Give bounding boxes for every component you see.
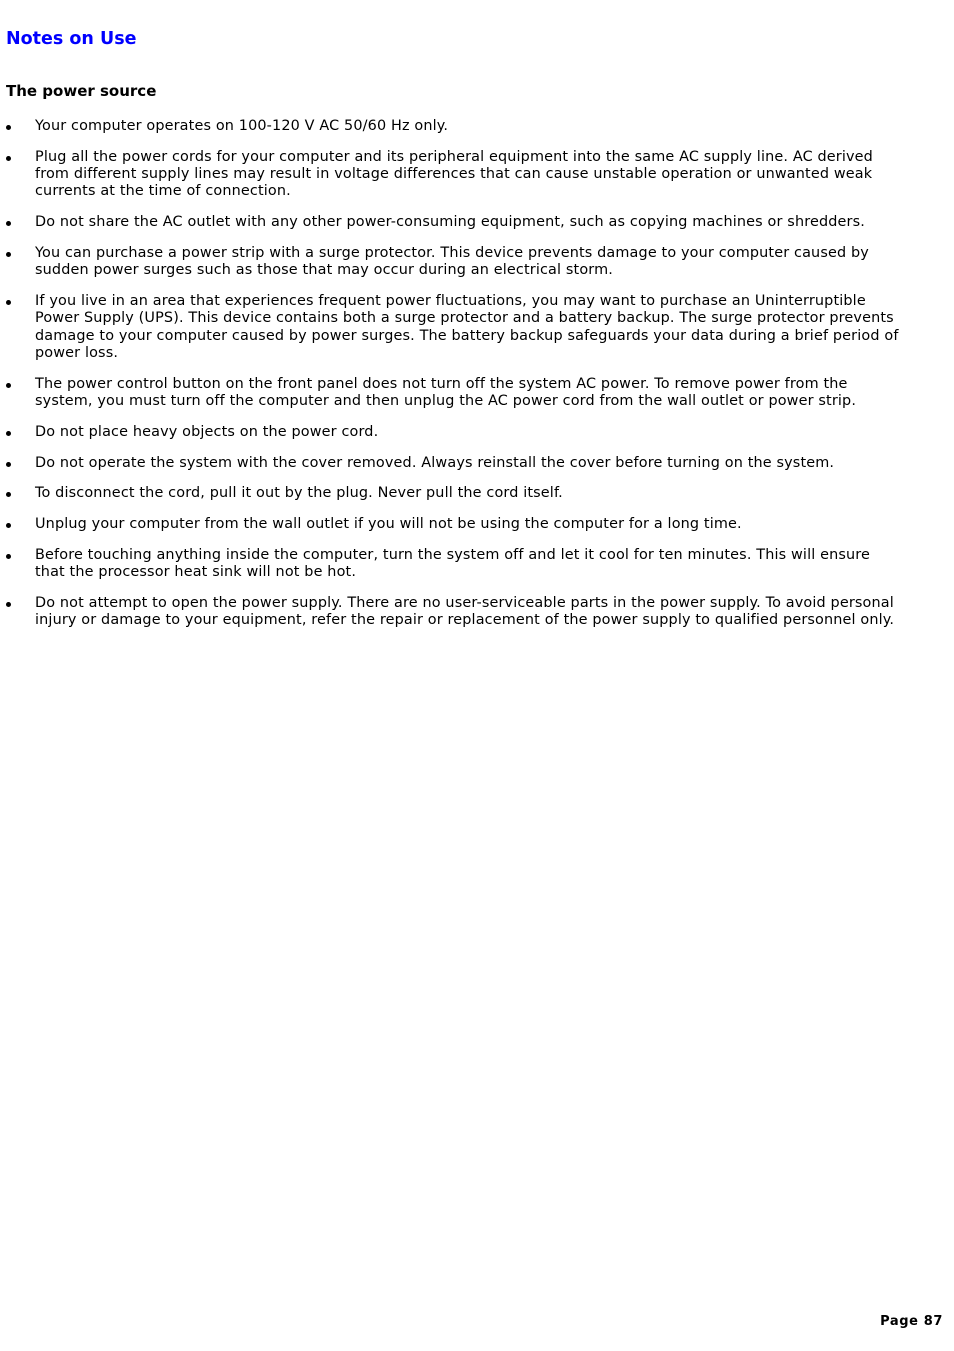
page-number: Page 87 xyxy=(880,1314,943,1329)
bullet-icon xyxy=(6,602,11,607)
bullet-icon xyxy=(6,125,11,130)
list-item xyxy=(0,455,954,472)
bullet-icon xyxy=(6,383,11,388)
list-item xyxy=(0,245,954,280)
list-item-text: Your computer operates on 100-120 V AC 50/60 Hz only. xyxy=(35,118,449,134)
list-item xyxy=(0,547,954,582)
power-source-notes-list xyxy=(0,118,954,643)
list-item xyxy=(0,595,954,630)
list-item-text: To disconnect the cord, pull it out by the plug. Never pull the cord itself. xyxy=(35,485,563,502)
list-item xyxy=(0,376,954,411)
bullet-icon xyxy=(6,554,11,559)
bullet-icon xyxy=(6,300,11,305)
list-item xyxy=(0,149,954,201)
list-item xyxy=(0,214,954,231)
list-item xyxy=(0,424,954,441)
list-item xyxy=(0,485,954,502)
bullet-icon xyxy=(6,221,11,226)
list-item-text: You can purchase a power strip with a surge protector. This device prevents damage to your computer caused by sudden power surges such as those that may occur during an electrical storm. xyxy=(35,244,869,279)
list-item-text: Do not share the AC outlet with any other power-consuming equipment, such as copying machines or shredders. xyxy=(35,214,865,231)
list-item-text: Do not attempt to open the power supply. There are no user-serviceable parts in the power supply. To avoid personal injury or damage to your equipment, refer the repair or replacement of the power supply to qualified personnel only. xyxy=(35,595,895,629)
list-item xyxy=(0,516,954,533)
list-item-text: Plug all the power cords for your computer and its peripheral equipment into the same AC supply line. AC derived from different supply lines may result in voltage differences that can cause unstable operation or unwanted weak currents at the time of connection. xyxy=(35,148,873,200)
section-heading: The power source xyxy=(6,82,157,100)
list-item-text: The power control button on the front panel does not turn off the system AC power. To remove power from the system, you must turn off the computer and then unplug the AC power cord from the wall outlet or power strip. xyxy=(35,375,857,410)
list-item xyxy=(0,118,954,135)
page-title: Notes on Use xyxy=(6,29,137,49)
list-item-text: Before touching anything inside the computer, turn the system off and let it cool for ten minutes. This will ensure that the processor heat sink will not be hot. xyxy=(35,547,871,581)
bullet-icon xyxy=(6,156,11,161)
list-item xyxy=(0,293,954,362)
bullet-icon xyxy=(6,252,11,257)
bullet-icon xyxy=(6,431,11,436)
list-item-text: Unplug your computer from the wall outlet if you will not be using the computer for a long time. xyxy=(35,516,742,533)
list-item-text: Do not operate the system with the cover removed. Always reinstall the cover before turning on the system. xyxy=(35,454,835,471)
bullet-icon xyxy=(6,492,11,497)
bullet-icon xyxy=(6,523,11,528)
bullet-icon xyxy=(6,462,11,467)
list-item-text: Do not place heavy objects on the power cord. xyxy=(35,423,379,440)
list-item-text: If you live in an area that experiences frequent power fluctuations, you may want to purchase an Uninterruptible Power Supply (UPS). This device contains both a surge protector and a battery backup. The surge protector prevents damage to your computer caused by power surges. The battery backup safeguards your data during a brief period of power loss. xyxy=(35,293,899,361)
